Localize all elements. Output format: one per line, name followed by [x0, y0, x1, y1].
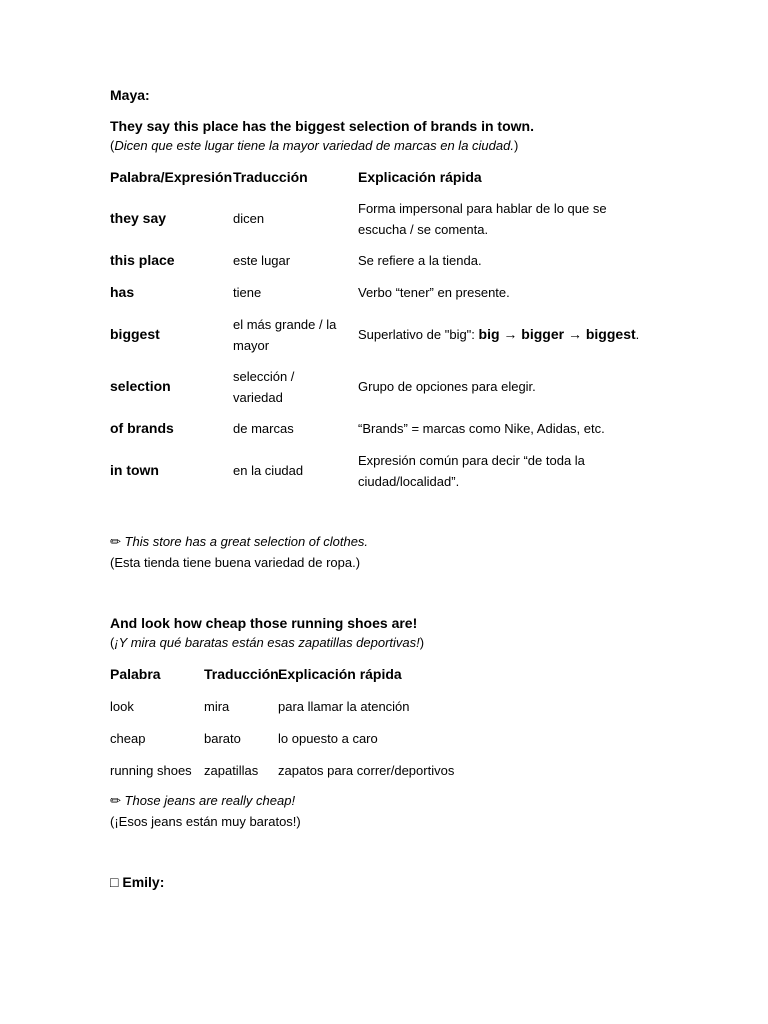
- table1-translation: de marcas: [233, 421, 294, 436]
- table1-word: has: [110, 284, 135, 300]
- table1-explanation: Se refiere a la tienda.: [358, 253, 482, 268]
- speaker-emily: [110, 874, 164, 890]
- example-translation-1: (Esta tienda tiene buena variedad de ropa.): [110, 555, 361, 570]
- explanation-suffix: .: [635, 327, 640, 342]
- table2-explanation: para llamar la atención: [278, 699, 410, 714]
- spanish-translation-2: (¡Y mira qué baratas están esas zapatillas deportivas!): [110, 635, 425, 650]
- example-sentence-1: [110, 534, 368, 550]
- example-sentence-2: [110, 793, 295, 809]
- example-text: This store has a great selection of clothes.: [124, 534, 369, 549]
- english-sentence-2: And look how cheap those running shoes are!: [110, 615, 418, 631]
- example-text: Those jeans are really cheap!: [124, 793, 296, 808]
- table1-explanation: “Brands” = marcas como Nike, Adidas, etc.: [358, 421, 605, 436]
- translation-text: ¡Y mira qué baratas están esas zapatillas deportivas!: [114, 635, 420, 650]
- table1-explanation: Verbo “tener” en presente.: [358, 285, 510, 300]
- pencil-icon: ✏: [110, 534, 121, 549]
- table1-translation: en la ciudad: [233, 463, 304, 478]
- table2-explanation: zapatos para correr/deportivos: [278, 763, 455, 778]
- table1-translation: selección / variedad: [233, 369, 295, 405]
- table1-explanation: Grupo de opciones para elegir.: [358, 379, 536, 394]
- table1-translation: dicen: [233, 211, 265, 226]
- table1-word: biggest: [110, 326, 160, 342]
- table1-header-word: Palabra/Expresión: [110, 169, 233, 185]
- table1-word: this place: [110, 252, 175, 268]
- pencil-icon: ✏: [110, 793, 121, 808]
- table2-header-translation: Traducción: [204, 666, 279, 682]
- table2-header-word: Palabra: [110, 666, 161, 682]
- table2-header-explanation: Explicación rápida: [278, 666, 402, 682]
- table1-word: they say: [110, 210, 167, 226]
- table2-word: running shoes: [110, 763, 192, 778]
- speaker-name: Emily:: [122, 874, 165, 890]
- table1-translation: tiene: [233, 285, 262, 300]
- table2-translation: barato: [204, 731, 241, 746]
- table2-translation: zapatillas: [204, 763, 259, 778]
- table1-header-explanation: Explicación rápida: [358, 169, 482, 185]
- speaker-maya: Maya:: [110, 87, 150, 103]
- table2-translation: mira: [204, 699, 230, 714]
- missing-glyph-icon: □: [110, 874, 119, 890]
- table2-explanation: lo opuesto a caro: [278, 731, 378, 746]
- table1-word: selection: [110, 378, 171, 394]
- translation-text: Dicen que este lugar tiene la mayor variedad de marcas en la ciudad.: [114, 138, 514, 153]
- spanish-translation-1: (Dicen que este lugar tiene la mayor variedad de marcas en la ciudad.): [110, 138, 519, 153]
- table2-word: look: [110, 699, 134, 714]
- table1-translation: este lugar: [233, 253, 291, 268]
- table1-header-translation: Traducción: [233, 169, 308, 185]
- table1-translation: el más grande / la mayor: [233, 317, 337, 353]
- explanation-prefix: Superlativo de "big":: [358, 327, 479, 342]
- example-translation-2: (¡Esos jeans están muy baratos!): [110, 814, 301, 829]
- english-sentence-1: They say this place has the biggest selection of brands in town.: [110, 118, 534, 134]
- table1-explanation: Expresión común para decir “de toda la ciudad/localidad”.: [358, 453, 585, 489]
- table1-word: of brands: [110, 420, 174, 436]
- table1-explanation: Forma impersonal para hablar de lo que se escucha / se comenta.: [358, 201, 607, 237]
- table2-word: cheap: [110, 731, 146, 746]
- table1-word: in town: [110, 462, 159, 478]
- comparison-chain: big → bigger → biggest: [478, 326, 636, 342]
- table1-explanation: [358, 324, 639, 345]
